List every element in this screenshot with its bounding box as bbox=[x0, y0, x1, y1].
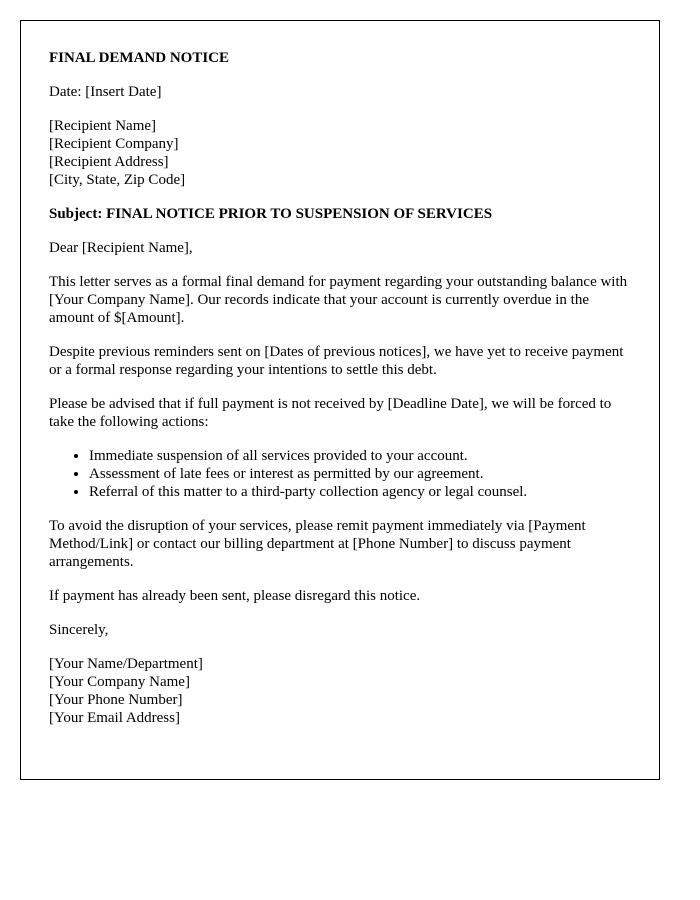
closing-paragraph-2: If payment has already been sent, please disregard this notice. bbox=[49, 588, 421, 604]
recipient-company: [Recipient Company] bbox=[49, 136, 179, 152]
recipient-block bbox=[49, 117, 631, 189]
letter-subject-text: Subject: FINAL NOTICE PRIOR TO SUSPENSION OF SERVICES bbox=[49, 206, 493, 222]
action-item-collection-referral: • Referral of this matter to a third-party collection agency or legal counsel. bbox=[89, 483, 631, 501]
sender-phone: [Your Phone Number] bbox=[49, 692, 183, 708]
sender-email: [Your Email Address] bbox=[49, 710, 180, 726]
sender-block bbox=[49, 655, 631, 727]
letter-salutation: Dear [Recipient Name], bbox=[49, 240, 193, 256]
action-item-suspension: • Immediate suspension of all services provided to your account. bbox=[89, 447, 631, 465]
recipient-name: [Recipient Name] bbox=[49, 118, 157, 134]
letter-date: Date: [Insert Date] bbox=[49, 84, 162, 100]
letter-document bbox=[20, 20, 660, 780]
actions-list bbox=[49, 447, 631, 501]
body-paragraph-2: Despite previous reminders sent on [Dates of previous notices], we have yet to receive payment or a formal response regarding your intentions to settle this debt. bbox=[49, 344, 624, 378]
recipient-address: [Recipient Address] bbox=[49, 154, 169, 170]
sender-company: [Your Company Name] bbox=[49, 674, 190, 690]
sender-name-department: [Your Name/Department] bbox=[49, 656, 203, 672]
letter-subject bbox=[49, 205, 631, 223]
action-item-late-fees: • Assessment of late fees or interest as permitted by our agreement. bbox=[89, 465, 631, 483]
letter-signoff: Sincerely, bbox=[49, 622, 109, 638]
closing-paragraph-1: To avoid the disruption of your services, please remit payment immediately via [Payment Method/Link] or contact our billing department at [Phone Number] to discuss payment arrangements. bbox=[49, 518, 586, 570]
body-paragraph-3: Please be advised that if full payment is not received by [Deadline Date], we will be forced to take the following actions: bbox=[49, 396, 612, 430]
letter-title: FINAL DEMAND NOTICE bbox=[49, 50, 230, 66]
body-paragraph-1: This letter serves as a formal final demand for payment regarding your outstanding balance with [Your Company Name]. Our records indicate that your account is currently overdue in the amount of $[Amount]. bbox=[49, 274, 628, 326]
recipient-city-state-zip: [City, State, Zip Code] bbox=[49, 172, 186, 188]
